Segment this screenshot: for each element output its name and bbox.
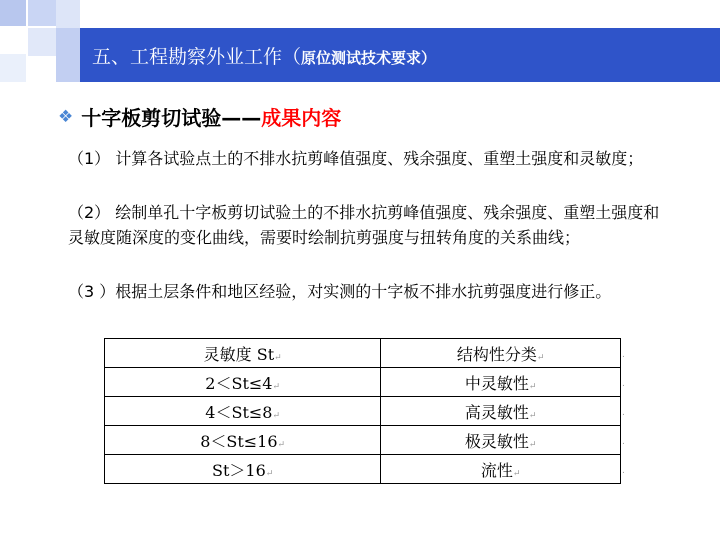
table-cell: 2＜St≤4↵ [105,368,381,397]
table-header-row [105,339,621,368]
section-heading-text: 十字板剪切试验—— [81,106,262,130]
paragraph-1: （1） 计算各试验点土的不排水抗剪峰值强度、残余强度、重塑土强度和灵敏度； [68,149,644,168]
table-header-cell: 灵敏度 St↵ [105,339,381,368]
row-end-mark: . [622,379,625,389]
diamond-bullet-icon: ❖ [58,106,74,127]
section-heading-accent: 成果内容 [261,106,342,130]
decor-square [0,0,26,26]
page-title [80,42,436,69]
table-cell: 极灵敏性↵ [381,426,621,455]
page-title-main: 五、工程勘察外业工作（ [92,45,302,68]
decor-square [56,28,80,82]
decor-square [28,0,56,26]
page-title-sub: 原位测试技术要求） [301,48,437,67]
table-cell: St＞16↵ [105,455,381,484]
section-heading [58,102,341,131]
table-row [105,455,621,484]
table-cell: 8＜St≤16↵ [105,426,381,455]
decor-square [56,0,80,28]
table-cell: 4＜St≤8↵ [105,397,381,426]
table-cell: 高灵敏性↵ [381,397,621,426]
table-row [105,426,621,455]
table-cell: 中灵敏性↵ [381,368,621,397]
row-end-mark: . [622,466,625,476]
row-end-mark: . [622,437,625,447]
paragraph-2: （2） 绘制单孔十字板剪切试验土的不排水抗剪峰值强度、残余强度、重塑土强度和灵敏度随深度的变化曲线，需要时绘制抗剪强度与扭转角度的关系曲线； [68,203,660,247]
table-row [105,368,621,397]
decor-square [28,28,56,56]
sensitivity-table [104,338,621,484]
table-cell: 流性↵ [381,455,621,484]
row-end-mark: . [622,408,625,418]
title-bar [80,28,720,82]
table-header-cell: 结构性分类↵ [381,339,621,368]
table-row [105,397,621,426]
decor-square [0,54,26,82]
paragraph-3: （3 ）根据土层条件和地区经验，对实测的十字板不排水抗剪强度进行修正。 [68,282,612,301]
row-end-mark: . [622,350,625,360]
